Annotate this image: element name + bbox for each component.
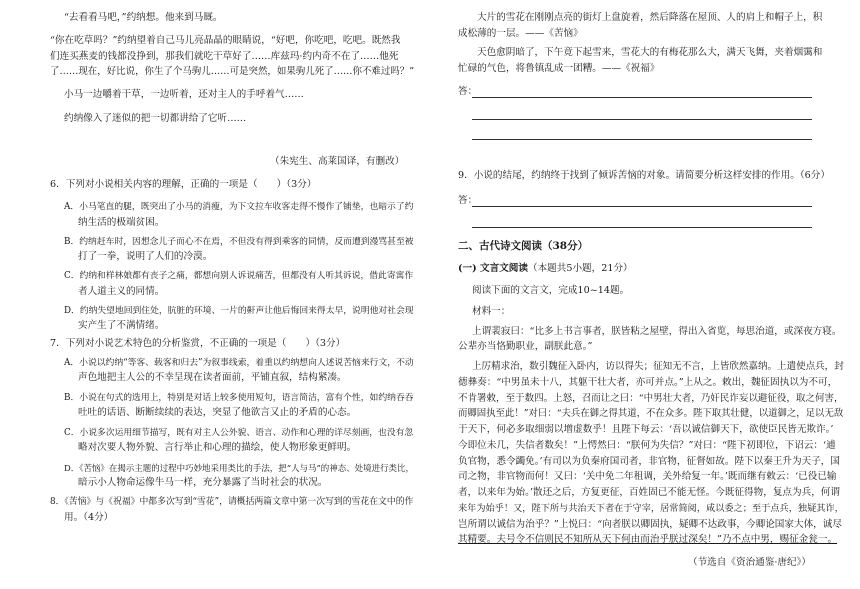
question-7-stem: 7．下列对小说艺术特色的分析鉴赏，不正确的一项是（ ）（3分） <box>50 338 346 349</box>
text-source: （节选自《资治通鉴·唐纪》） <box>688 557 811 568</box>
answer-line[interactable] <box>472 97 812 98</box>
question-6-stem: 6．下列对小说相关内容的理解，正确的一项是（ ）（3分） <box>50 179 317 190</box>
subsection-title <box>458 263 633 275</box>
classical-text-line: 司之物，非官物而何！又曰：‘关中免二年租调，关外给复一年。’既而继有敕云：‘已役已输 <box>458 471 837 482</box>
question-6-option-c: 者人道主义的同情。 <box>78 286 165 297</box>
right-column <box>430 0 860 589</box>
story-paragraph: “去看看马吧，”约纳想。他来到马厩。 <box>64 12 223 23</box>
material-label: 材料一： <box>472 306 511 317</box>
question-6-option-c: C．约纳和样林娘都有丧子之痛，都想向别人诉说痛苦，但都没有人听其诉说，借此寄寓作 <box>64 271 414 281</box>
reading-instruction: 阅读下面的文言文，完成10~14题。 <box>472 285 630 296</box>
classical-text-line: 今即位未几，失信者数矣！”上愕然曰：“朕何为失信？”对曰：“陛下初即位，下诏云：‘逋 <box>458 440 836 451</box>
classical-text-line-underlined: 其精要。夫号令不信则民不知所从天下何由而治乎朕过深矣！”乃不点中男，赐征金瓮一。 <box>458 534 838 545</box>
answer-label: 答： <box>458 86 478 97</box>
question-6-option-d: 实产生了不满情绪。 <box>78 320 165 331</box>
classical-text-line: 而卿固执至此！”对曰：“夫兵在御之得其道，不在众多。陛下取其壮健，以道御之，足以无敌 <box>458 408 844 419</box>
classical-text-line: 德彝奏：“中男虽未十八，其躯干壮大者，亦可并点。”上从之。敕出，魏征固执以为不可， <box>458 377 838 388</box>
question-6-option-a: A．小马笔直的腿，既突出了小马的消瘦，为下文拉车收客走得不慢作了铺垫，也暗示了约 <box>64 202 414 212</box>
answer-label: 答： <box>458 195 478 206</box>
story-paragraph: 们连买燕麦的钱都没挣到，那我们就吃干草好了……库兹玛·约内奇不在了……他死 <box>50 51 399 62</box>
story-paragraph: 小马一边嚼着干草，一边听着，还对主人的手呼着气…… <box>64 89 304 100</box>
question-7-option-b: 吐吐的话语、断断续续的表达，突显了他欲言又止的矛盾的心态。 <box>78 407 357 418</box>
story-source: （朱宪生、高莱国译，有删改） <box>270 156 405 167</box>
question-9-stem: 9．小说的结尾，约纳终于找到了倾诉苦恼的对象。请简要分析这样安排的作用。（6分） <box>458 170 830 181</box>
classical-text-line: 岂所谓以诚信为治乎？”上悦曰：“向者朕以卿固执，疑卿不达政事，今卿论国家大体，诚尽 <box>458 519 842 530</box>
question-8-stem: 用。（4分） <box>64 512 114 523</box>
question-6-option-b: B．约纳赶车时，因想念儿子而心不在焉，不但没有得到乘客的同情，反而遭到漫骂甚至被 <box>64 237 414 247</box>
story-paragraph: 约纳像入了迷似的把一切都讲给了它听…… <box>64 113 247 124</box>
quote-kuna: 大片的雪花在刚刚点亮的街灯上盘旋着，然后降落在屋顶、人的肩上和帽子上，积 <box>477 12 823 23</box>
question-7-option-d: D．《苦恼》在揭示主题的过程中巧妙地采用类比的手法，把“人与马”的神态、处境进行类比， <box>64 463 414 473</box>
question-7-option-c: C．小说多次运用细节描写，既有对主人公外貌、语言、动作和心理的详尽刻画，也没有忽 <box>64 428 414 438</box>
question-6-option-b: 打了一拳，说明了人们的冷漠。 <box>78 251 213 262</box>
answer-line[interactable] <box>472 139 812 140</box>
subsection-note: （本题共5小题，21分） <box>527 263 633 274</box>
subsection-label: (一) 文言文阅读 <box>458 263 528 274</box>
classical-text-line: 上谓裴寂曰：“比多上书言事者，朕皆粘之屋壁，得出入省览，每思治道，或深夜方寝。 <box>472 326 842 337</box>
answer-line[interactable] <box>472 206 812 207</box>
quote-kuna: 成松薄的一层。——《苦恼》 <box>458 28 583 39</box>
question-7-option-d: 暗示小人物命运像牛马一样，充分暴露了当时社会的状况。 <box>78 477 328 488</box>
question-8-stem: 8．《苦恼》与《祝福》中都多次写到“雪花”，请概括两篇文章中第一次写到的雪花在文中的作 <box>50 497 414 507</box>
classical-text-line: 上厉精求治，数引魏征入卧内，访以得失；征知无不言，上皆欣然嘉纳。上遣使点兵，封 <box>472 361 844 372</box>
question-7-option-a: 声色地把主人公的不幸呈现在读者面前，平铺直叙，结构紧凑。 <box>78 372 347 383</box>
classical-text-line: 来年为始乎！又，陛下所与共治天下者在于守宰，居常简阅，咸以委之；至于点兵，独疑其诈， <box>458 503 844 514</box>
section-title: 二、古代诗文阅读（38分） <box>458 240 589 252</box>
answer-line[interactable] <box>472 227 812 228</box>
classical-text-line: 公辈亦当恪勤职业，副朕此意。” <box>458 341 593 352</box>
quote-zhufu: 天色愈阴暗了，下午竟下起雪来，雪花大的有梅花那么大，满天飞舞，夹着烟霭和 <box>477 47 823 58</box>
classical-text-line: 于天下，何必多取细弱以增虚数乎！且陛下每云：‘吾以诚信御天下，欲使臣民皆无欺诈。’ <box>458 424 834 435</box>
question-7-option-c: 略对次要人物外貌、言行举止和心理的描绘，使人物形象更鲜明。 <box>78 442 357 453</box>
question-6-option-a: 纳生活的极端贫困。 <box>78 217 165 228</box>
question-7-option-a: A．小说以约纳“等客、载客和归去”为叙事线索，着重以约纳想向人述说苦恼来行文，不动 <box>64 358 414 368</box>
story-paragraph: 了……现在，好比说，你生了个马驹儿……可是突然，如果驹儿死了……你不难过吗？” <box>50 66 415 77</box>
classical-text-line: 负官物，悉令蠲免。’有司以为负秦府国司者，非官物，征督如故。陛下以秦王升为天子，国 <box>458 456 840 467</box>
classical-text-line: 者，以来年为始。’散还之后，方复更征，百姓固已不能无怪。今既征得物，复点为兵，何谓 <box>458 487 840 498</box>
classical-text-line: 不肯署敕，至于数四。上怒，召而让之曰：“中男壮大者，乃奸民诈妄以避征役，取之何害， <box>458 393 844 404</box>
story-paragraph: “你在吃草吗？”约纳望着自己马儿亮晶晶的眼睛说，“好吧，你吃吧，吃吧。既然我 <box>50 35 401 46</box>
answer-line[interactable] <box>472 119 812 120</box>
question-7-option-b: B．小说在句式的选用上，特别是对话上较多使用短句，语言简洁，富有个性，如约纳吞吞 <box>64 393 414 403</box>
question-6-option-d: D．约纳失望地回到住处，肮脏的环境、一片的鼾声让他后悔回来得太早，说明他对社会现 <box>64 306 414 316</box>
quote-zhufu: 忙碌的气色，将鲁镇乱成一团糟。——《祝福》 <box>458 63 660 74</box>
